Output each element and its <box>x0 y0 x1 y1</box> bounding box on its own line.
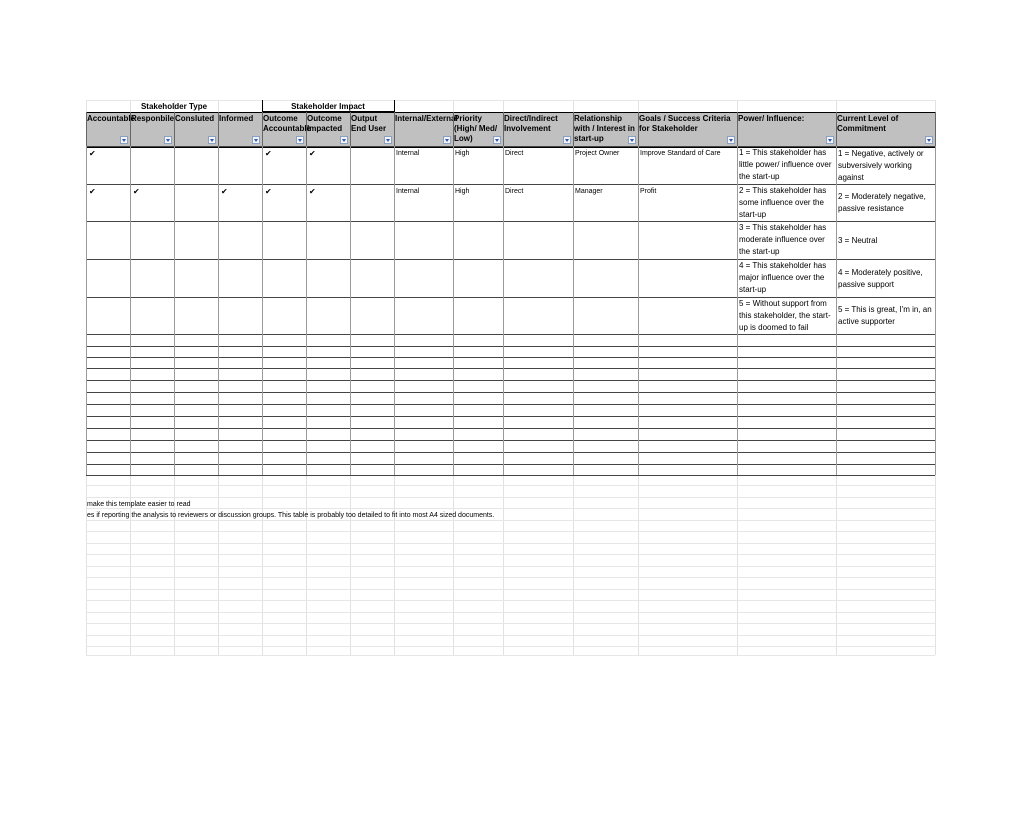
header-col-separator <box>394 112 395 146</box>
table-row-border <box>86 416 935 417</box>
column-header: Consluted <box>175 114 215 123</box>
grid-row-line <box>86 520 935 521</box>
column-header: Priority (High/ Med/ Low) <box>454 114 498 143</box>
note-line-1: make this template easier to read <box>87 501 191 508</box>
column-header: Internal/External <box>395 114 458 123</box>
check-mark-icon: ✔ <box>89 187 96 196</box>
table-row-border <box>86 404 935 405</box>
internal-external-cell: Internal <box>396 188 420 195</box>
check-mark-icon: ✔ <box>89 149 96 158</box>
header-col-separator <box>638 112 639 146</box>
table-col-border <box>218 146 219 475</box>
check-mark-icon: ✔ <box>265 149 272 158</box>
table-row-border <box>86 392 935 393</box>
column-header: Outcome Impacted <box>307 114 343 133</box>
header-col-separator <box>935 112 936 146</box>
table-row-border <box>86 452 935 453</box>
group-header-stakeholder-type: Stakeholder Type <box>140 102 208 111</box>
involvement-cell: Direct <box>505 188 524 195</box>
filter-dropdown-icon[interactable] <box>120 136 128 144</box>
column-header: Accountable <box>87 114 136 123</box>
table-row-border <box>86 428 935 429</box>
filter-dropdown-icon[interactable] <box>164 136 172 144</box>
header-col-separator <box>350 112 351 146</box>
table-col-border <box>453 146 454 475</box>
filter-dropdown-icon[interactable] <box>384 136 392 144</box>
filter-dropdown-icon[interactable] <box>493 136 501 144</box>
check-mark-icon: ✔ <box>133 187 140 196</box>
header-col-separator <box>453 112 454 146</box>
table-row-border <box>86 357 935 358</box>
check-mark-icon: ✔ <box>309 187 316 196</box>
table-row-border <box>86 440 935 441</box>
power-scale-cell: 5 = Without support from this stakeholder, the start-up is doomed to fail <box>739 299 831 332</box>
table-col-border <box>306 146 307 475</box>
priority-cell: High <box>455 188 470 195</box>
table-row-border <box>86 334 935 335</box>
goals-cell: Profit <box>640 188 657 195</box>
check-mark-icon: ✔ <box>265 187 272 196</box>
relationship-cell: Manager <box>575 188 603 195</box>
header-col-separator <box>737 112 738 146</box>
header-col-separator <box>503 112 504 146</box>
grid-row-line <box>86 612 935 613</box>
commitment-scale-cell: 2 = Moderately negative, passive resistance <box>838 192 926 213</box>
commitment-scale-cell: 4 = Moderately positive, passive support <box>838 267 923 289</box>
check-mark-icon: ✔ <box>309 149 316 158</box>
table-col-border <box>130 146 131 475</box>
column-header: Output End User <box>351 114 387 133</box>
table-col-border <box>394 146 395 475</box>
header-col-separator <box>262 112 263 146</box>
grid-row-line <box>86 100 935 101</box>
goals-cell: Improve Standard of Care <box>640 150 721 157</box>
column-header: Current Level of Commitment <box>837 114 899 133</box>
table-col-border <box>935 146 936 475</box>
table-row-border <box>86 380 935 381</box>
grid-row-line <box>86 566 935 567</box>
column-header: Informed <box>219 114 254 123</box>
grid-row-line <box>86 497 935 498</box>
grid-row-line <box>86 485 935 486</box>
table-col-border <box>262 146 263 475</box>
column-header: Direct/Indirect Involvement <box>504 114 558 133</box>
table-col-border <box>174 146 175 475</box>
internal-external-cell: Internal <box>396 150 420 157</box>
header-col-separator <box>174 112 175 146</box>
filter-dropdown-icon[interactable] <box>826 136 834 144</box>
filter-dropdown-icon[interactable] <box>252 136 260 144</box>
column-header: Power/ Influence: <box>738 114 805 123</box>
filter-dropdown-icon[interactable] <box>443 136 451 144</box>
filter-dropdown-icon[interactable] <box>563 136 571 144</box>
commitment-scale-cell: 1 = Negative, actively or subversively working against <box>838 148 924 182</box>
power-scale-cell: 3 = This stakeholder has moderate influence over the start-up <box>739 223 827 256</box>
priority-cell: High <box>455 150 470 157</box>
header-col-separator <box>573 112 574 146</box>
group-divider <box>394 100 395 112</box>
grid-row-line <box>86 646 935 647</box>
column-header: Goals / Success Criteria for Stakeholder <box>639 114 731 133</box>
grid-row-line <box>86 508 935 509</box>
table-row-border <box>86 475 935 476</box>
grid-row-line <box>86 554 935 555</box>
header-col-separator <box>306 112 307 146</box>
grid-row-line <box>86 577 935 578</box>
involvement-cell: Direct <box>505 150 524 157</box>
commitment-scale-cell: 3 = Neutral <box>838 235 878 245</box>
filter-dropdown-icon[interactable] <box>628 136 636 144</box>
table-col-border <box>503 146 504 475</box>
filter-dropdown-icon[interactable] <box>208 136 216 144</box>
table-row-border <box>86 346 935 347</box>
table-col-border <box>350 146 351 475</box>
group-header-stakeholder-impact: Stakeholder Impact <box>291 102 365 111</box>
grid-row-line <box>86 623 935 624</box>
header-col-separator <box>130 112 131 146</box>
table-col-border <box>86 146 87 475</box>
filter-dropdown-icon[interactable] <box>925 136 933 144</box>
power-scale-cell: 1 = This stakeholder has little power/ influence over the start-up <box>739 148 832 181</box>
note-line-2: es if reporting the analysis to reviewers or discussion groups. This table is probably too detailed to fit into most A4 sized documents. <box>87 512 495 519</box>
power-scale-cell: 4 = This stakeholder has major influence over the start-up <box>739 261 827 294</box>
table-row-border <box>86 368 935 369</box>
table-row-border <box>86 464 935 465</box>
header-col-separator <box>86 112 87 146</box>
column-header: Responbile <box>131 114 175 123</box>
grid-row-line <box>86 600 935 601</box>
grid-row-line <box>86 589 935 590</box>
grid-row-line <box>86 543 935 544</box>
power-scale-cell: 2 = This stakeholder has some influence over the start-up <box>739 186 827 219</box>
grid-row-line <box>86 531 935 532</box>
grid-row-line <box>86 655 935 656</box>
check-mark-icon: ✔ <box>221 187 228 196</box>
header-col-separator <box>218 112 219 146</box>
filter-dropdown-icon[interactable] <box>296 136 304 144</box>
filter-dropdown-icon[interactable] <box>727 136 735 144</box>
filter-dropdown-icon[interactable] <box>340 136 348 144</box>
table-col-border <box>573 146 574 475</box>
grid-row-line <box>86 635 935 636</box>
relationship-cell: Project Owner <box>575 150 620 157</box>
commitment-scale-cell: 5 = This is great, I'm in, an active supporter <box>838 305 932 326</box>
column-header: Relationship with / Interest in start-up <box>574 114 635 143</box>
table-col-border <box>638 146 639 475</box>
header-col-separator <box>836 112 837 146</box>
column-header: Outcome Accountable <box>263 114 312 133</box>
